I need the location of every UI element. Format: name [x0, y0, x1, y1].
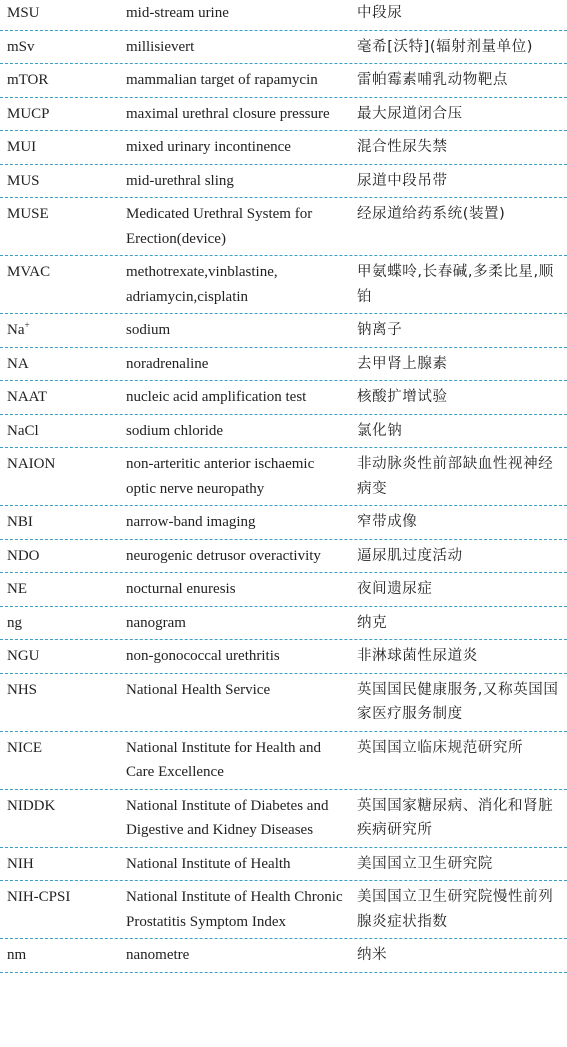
chinese-term: 尿道中段吊带 [357, 172, 448, 189]
abbreviation-base: Na [7, 322, 25, 338]
english-term: nocturnal enuresis [126, 581, 236, 597]
chinese-term: 氯化钠 [357, 422, 403, 439]
english-term: noradrenaline [126, 355, 209, 372]
abbreviation: mTOR [7, 72, 49, 88]
chinese-term: 核酸扩增试验 [357, 389, 448, 405]
english-term: mammalian target of rapamycin [126, 72, 318, 88]
english-term: neurogenic detrusor overactivity [126, 547, 321, 564]
table-row [0, 98, 567, 132]
chinese-term: 英国国民健康服务,又称英国国家医疗服务制度 [357, 681, 559, 722]
table-row [0, 848, 567, 882]
table-row [0, 64, 567, 98]
english-term: methotrexate,vinblastine, adriamycin,cisplatin [126, 264, 278, 305]
english-term: millisievert [126, 38, 195, 55]
english-term: mixed urinary incontinence [126, 139, 291, 155]
table-row [0, 790, 567, 848]
chinese-term: 混合性尿失禁 [357, 139, 448, 155]
english-term: nanometre [126, 947, 190, 963]
table-row [0, 131, 567, 165]
table-row [0, 732, 567, 790]
abbreviation: NaCl [7, 422, 39, 439]
abbreviation: MUSE [7, 206, 49, 222]
table-row [0, 448, 567, 506]
english-term: Medicated Urethral System for Erection(device) [126, 206, 313, 247]
abbreviation-superscript: + [24, 320, 30, 330]
abbreviation [0, 314, 118, 347]
english-term: non-arteritic anterior ischaemic optic nerve neuropathy [126, 456, 315, 497]
chinese-term: 纳克 [357, 614, 388, 631]
table-row [0, 674, 567, 732]
english-term: sodium chloride [126, 422, 224, 439]
abbreviation: NGU [7, 648, 40, 664]
chinese-term: 逼尿肌过度活动 [357, 547, 463, 564]
chinese-term: 去甲肾上腺素 [357, 355, 448, 372]
table-row [0, 607, 567, 641]
chinese-term: 非动脉炎性前部缺血性视神经病变 [357, 456, 554, 497]
chinese-term: 纳米 [357, 947, 388, 963]
chinese-term: 英国国立临床规范研究所 [357, 739, 524, 756]
english-term: sodium [126, 322, 171, 338]
abbreviation: NDO [7, 547, 40, 564]
abbreviation: NA [7, 355, 29, 372]
table-row [0, 0, 567, 31]
chinese-term: 非淋球菌性尿道炎 [357, 648, 478, 664]
table-row [0, 939, 567, 973]
abbreviation: MUI [7, 139, 37, 155]
table-row [0, 640, 567, 674]
table-row [0, 381, 567, 415]
abbreviation: NAAT [7, 389, 47, 405]
chinese-term: 夜间遗尿症 [357, 581, 433, 597]
abbreviation: NIH [7, 855, 34, 872]
english-term: nucleic acid amplification test [126, 389, 307, 405]
chinese-term: 美国国立卫生研究院 [357, 855, 493, 872]
abbreviation: NHS [7, 681, 38, 698]
abbreviation: NIDDK [7, 797, 56, 814]
english-term: National Health Service [126, 681, 271, 698]
table-row [0, 165, 567, 199]
english-term: mid-urethral sling [126, 172, 234, 189]
table-row [0, 573, 567, 607]
english-term: National Institute for Health and Care Excellence [126, 739, 321, 780]
abbreviation: NIH-CPSI [7, 889, 71, 905]
abbreviation: MUCP [7, 105, 50, 122]
english-term: non-gonococcal urethritis [126, 648, 280, 664]
chinese-term: 窄带成像 [357, 514, 418, 530]
table-row [0, 31, 567, 65]
table-row [0, 348, 567, 382]
abbreviation: NE [7, 581, 27, 597]
english-term: mid-stream urine [126, 5, 229, 21]
table-row [0, 415, 567, 449]
chinese-term: 英国国家糖尿病、消化和肾脏疾病研究所 [357, 797, 554, 838]
chinese-term: 雷帕霉素哺乳动物靶点 [357, 72, 508, 88]
chinese-term: 经尿道给药系统(装置) [357, 206, 506, 222]
chinese-term: 毫希[沃特](辐射剂量单位) [357, 38, 534, 55]
table-row [0, 506, 567, 540]
abbreviation: MUS [7, 172, 40, 189]
chinese-term: 美国国立卫生研究院慢性前列腺炎症状指数 [357, 889, 554, 930]
abbreviation: NICE [7, 739, 42, 756]
abbreviation: nm [7, 947, 27, 963]
english-term: narrow-band imaging [126, 514, 256, 530]
english-term: National Institute of Diabetes and Digestive and Kidney Diseases [126, 797, 329, 838]
abbreviation: mSv [7, 38, 35, 55]
chinese-term: 最大尿道闭合压 [357, 105, 463, 122]
table-row [0, 198, 567, 256]
table-row [0, 256, 567, 314]
chinese-term: 中段尿 [357, 5, 403, 21]
chinese-term: 甲氨蝶呤,长春碱,多柔比星,顺铂 [357, 264, 554, 305]
table-row [0, 881, 567, 939]
abbreviation: MSU [7, 5, 40, 21]
table-row [0, 314, 567, 348]
table-row [0, 540, 567, 574]
abbreviation: NAION [7, 456, 56, 472]
english-term: National Institute of Health Chronic Prostatitis Symptom Index [126, 889, 343, 930]
abbreviation: ng [7, 614, 22, 631]
english-term: nanogram [126, 614, 186, 631]
english-term: National Institute of Health [126, 855, 291, 872]
chinese-term: 钠离子 [357, 322, 403, 338]
abbreviation: NBI [7, 514, 33, 530]
english-term: maximal urethral closure pressure [126, 105, 330, 122]
abbreviation: MVAC [7, 264, 51, 280]
